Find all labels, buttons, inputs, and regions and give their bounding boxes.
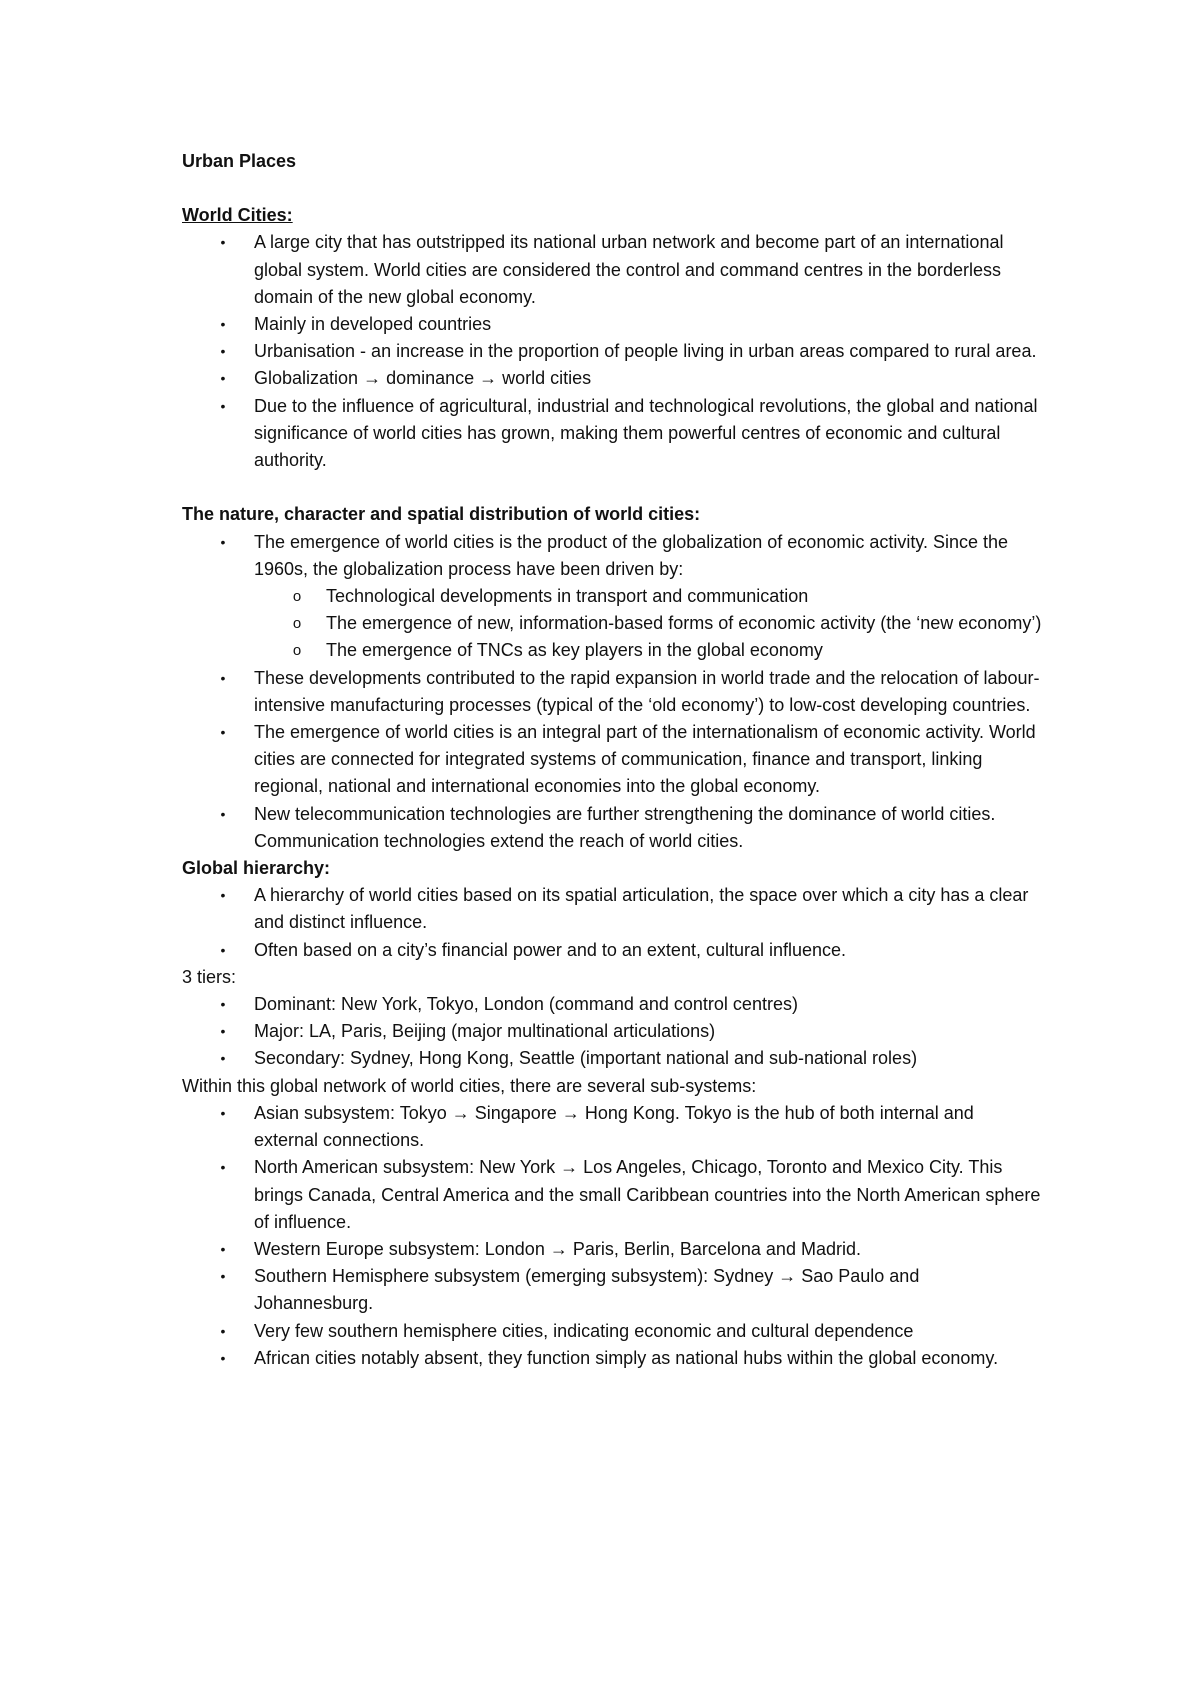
sub-list-item: o Technological developments in transport and communication (182, 583, 1042, 610)
bullet-icon: • (220, 1159, 226, 1176)
bullet-icon: • (220, 234, 226, 251)
nature-list (182, 529, 1042, 855)
list-item: • Secondary: Sydney, Hong Kong, Seattle (important national and sub-national roles) (182, 1045, 1042, 1072)
list-item: • A large city that has outstripped its national urban network and become part of an international global system. World cities are considered the control and command centres in the borderless domain of the new global economy. (182, 229, 1042, 311)
list-item: • Urbanisation - an increase in the proportion of people living in urban areas compared to rural area. (182, 338, 1042, 365)
section-heading-world-cities: World Cities: (182, 205, 293, 226)
list-item: • African cities notably absent, they function simply as national hubs within the global economy. (182, 1345, 1042, 1372)
bullet-icon: • (220, 669, 226, 686)
bullet-icon: • (220, 1023, 226, 1040)
list-item: • Major: LA, Paris, Beijing (major multinational articulations) (182, 1018, 1042, 1045)
circle-bullet-icon: o (292, 615, 302, 633)
list-item: • These developments contributed to the rapid expansion in world trade and the relocation of labour-intensive manufacturing processes (typical of the ‘old economy’) to low-cost developing countries. (182, 665, 1042, 719)
subsystems-list (182, 1100, 1042, 1372)
list-item: • The emergence of world cities is the product of the globalization of economic activity. Since the 1960s, the globalization process have been driven by: o Technological developments in transport and communication o The emergence of new, information-based forms of economic activity (the ‘new economy’) o The emergence of TNCs as key players in the global economy (182, 529, 1042, 665)
list-item: • Very few southern hemisphere cities, indicating economic and cultural dependence (182, 1318, 1042, 1345)
bullet-icon: • (220, 941, 226, 958)
sub-list-item: o The emergence of new, information-based forms of economic activity (the ‘new economy’) (182, 610, 1042, 637)
list-item: • North American subsystem: New York → Los Angeles, Chicago, Toronto and Mexico City. This brings Canada, Central America and the small Caribbean countries into the North American sphere of influence. (182, 1154, 1042, 1236)
circle-bullet-icon: o (292, 642, 302, 660)
bullet-icon: • (220, 1268, 226, 1285)
bullet-icon: • (220, 1349, 226, 1366)
nature-sub-list (254, 583, 1042, 665)
list-item: • Globalization → dominance → world cities (182, 365, 1042, 392)
list-item: • Southern Hemisphere subsystem (emerging subsystem): Sydney → Sao Paulo and Johannesburg. (182, 1263, 1042, 1317)
document-title: Urban Places (182, 151, 297, 171)
list-item: • Mainly in developed countries (182, 311, 1042, 338)
bullet-icon: • (220, 996, 226, 1013)
section-heading-nature: The nature, character and spatial distribution of world cities: (182, 504, 701, 525)
hierarchy-list (182, 882, 1042, 964)
bullet-icon: • (220, 887, 226, 904)
list-item: • Often based on a city’s financial power and to an extent, cultural influence. (182, 937, 1042, 964)
section-heading-global-hierarchy: Global hierarchy: (182, 858, 331, 879)
bullet-icon: • (220, 533, 226, 550)
world-cities-list (182, 229, 1042, 474)
bullet-icon: • (220, 370, 226, 387)
list-item: • Asian subsystem: Tokyo → Singapore → Hong Kong. Tokyo is the hub of both internal and external connections. (182, 1100, 1042, 1154)
bullet-icon: • (220, 1322, 226, 1339)
list-item: • A hierarchy of world cities based on its spatial articulation, the space over which a city has a clear and distinct influence. (182, 882, 1042, 936)
list-item: • Dominant: New York, Tokyo, London (command and control centres) (182, 991, 1042, 1018)
bullet-icon: • (220, 805, 226, 822)
paragraph-spacer (182, 474, 1042, 501)
list-item: • The emergence of world cities is an integral part of the internationalism of economic activity. World cities are connected for integrated systems of communication, finance and transport, linking regional, national and international economies into the global economy. (182, 719, 1042, 801)
subsystems-intro: Within this global network of world cities, there are several sub-systems: (182, 1075, 757, 1096)
bullet-icon: • (220, 1104, 226, 1121)
sub-list-item: o The emergence of TNCs as key players in the global economy (182, 637, 1042, 664)
circle-bullet-icon: o (292, 588, 302, 606)
bullet-icon: • (220, 1050, 226, 1067)
bullet-icon: • (220, 397, 226, 414)
list-item: • New telecommunication technologies are further strengthening the dominance of world cities. Communication technologies extend the reach of world cities. (182, 801, 1042, 855)
bullet-icon: • (220, 724, 226, 741)
bullet-icon: • (220, 1240, 226, 1257)
list-item: • Western Europe subsystem: London → Paris, Berlin, Barcelona and Madrid. (182, 1236, 1042, 1263)
tiers-list (182, 991, 1042, 1073)
document-body (182, 148, 1042, 1372)
list-item: • Due to the influence of agricultural, industrial and technological revolutions, the global and national significance of world cities has grown, making them powerful centres of economic and cultural authority. (182, 393, 1042, 475)
tiers-label: 3 tiers: (182, 966, 237, 987)
bullet-icon: • (220, 343, 226, 360)
bullet-icon: • (220, 316, 226, 333)
